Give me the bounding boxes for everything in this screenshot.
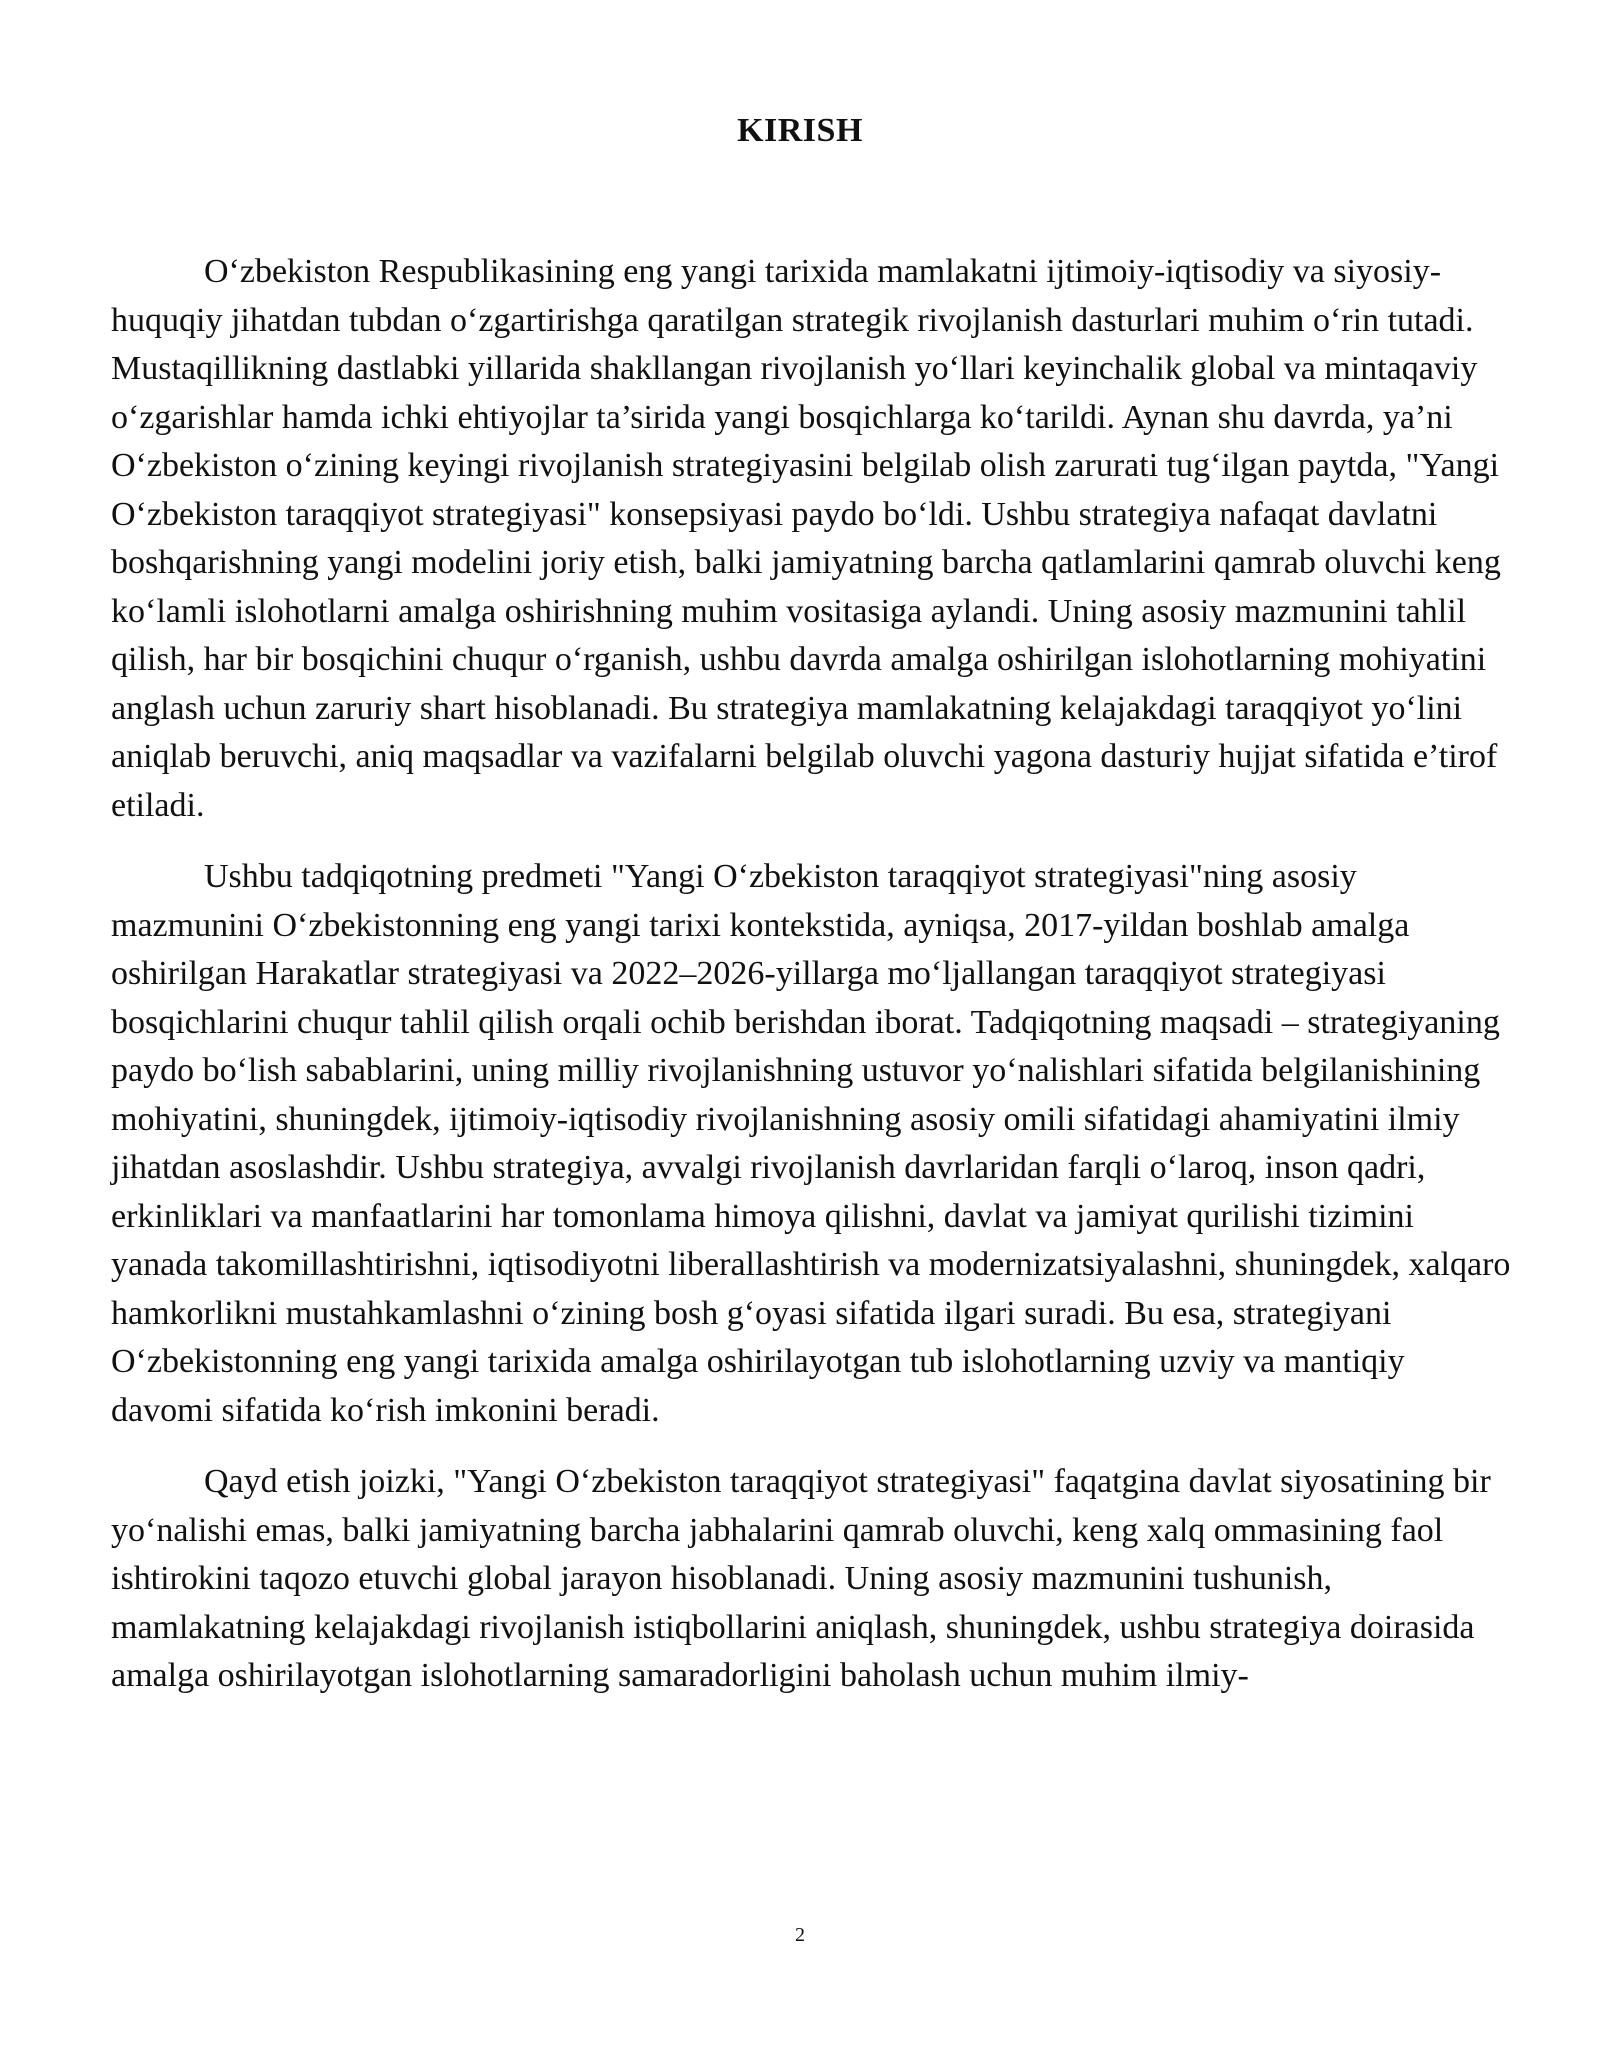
page-title: KIRISH — [737, 112, 863, 149]
paragraph-2: Ushbu tadqiqotning predmeti "Yangi O‘zbekiston taraqqiyot strategiyasi"ning asosiy mazmunini O‘zbekistonning eng yangi tarixi kontekstida, ayniqsa, 2017-yildan boshlab amalga oshirilgan Harakatlar strategiyasi va 2022–2026-yillarga mo‘ljallangan taraqqiyot strategiyasi bosqichlarini chuqur tahlil qilish orqali ochib berishdan iborat. Tadqiqotning maqsadi – strategiyaning paydo bo‘lish sabablarini, uning milliy rivojlanishning ustuvor yo‘nalishlari sifatida belgilanishining mohiyatini, shuningdek, ijtimoiy-iqtisodiy rivojlanishning asosiy omili sifatidagi ahamiyatini ilmiy jihatdan asoslashdir. Ushbu strategiya, avvalgi rivojlanish davrlaridan farqli o‘laroq, inson qadri, erkinliklari va manfaatlarini har tomonlama himoya qilishni, davlat va jamiyat qurilishi tizimini yanada takomillashtirishni, iqtisodiyotni liberallashtirish va modernizatsiyalashni, shuningdek, xalqaro hamkorlikni mustahkamlashni o‘zining bosh g‘oyasi sifatida ilgari suradi. Bu esa, strategiyani O‘zbekistonning eng yangi tarixida amalga oshirilayotgan tub islohotlarning uzviy va mantiqiy davomi sifatida ko‘rish imkonini beradi. — [111, 858, 1511, 1429]
paragraph-3: Qayd etish joizki, "Yangi O‘zbekiston taraqqiyot strategiyasi" faqatgina davlat siyosatining bir yo‘nalishi emas, balki jamiyatning barcha jabhalarini qamrab oluvchi, keng xalq ommasining faol ishtirokini taqozo etuvchi global jarayon hisoblanadi. Uning asosiy mazmunini tushunish, mamlakatning kelajakdagi rivojlanish istiqbollarini aniqlash, shuningdek, ushbu strategiya doirasida amalga oshirilayotgan islohotlarning samaradorligini baholash uchun muhim ilmiy- — [111, 1463, 1491, 1694]
body-text — [111, 248, 1511, 1724]
paragraph-1: O‘zbekiston Respublikasining eng yangi tarixida mamlakatni ijtimoiy-iqtisodiy va siyosiy-huquqiy jihatdan tubdan o‘zgartirishga qaratilgan strategik rivojlanish dasturlari muhim o‘rin tutadi. Mustaqillikning dastlabki yillarida shakllangan rivojlanish yo‘llari keyinchalik global va mintaqaviy o‘zgarishlar hamda ichki ehtiyojlar ta’sirida yangi bosqichlarga ko‘tarildi. Aynan shu davrda, ya’ni O‘zbekiston o‘zining keyingi rivojlanish strategiyasini belgilab olish zarurati tug‘ilgan paytda, "Yangi O‘zbekiston taraqqiyot strategiyasi" konsepsiyasi paydo bo‘ldi. Ushbu strategiya nafaqat davlatni boshqarishning yangi modelini joriy etish, balki jamiyatning barcha qatlamlarini qamrab oluvchi keng ko‘lamli islohotlarni amalga oshirishning muhim vositasiga aylandi. Uning asosiy mazmunini tahlil qilish, har bir bosqichini chuqur o‘rganish, ushbu davrda amalga oshirilgan islohotlarning mohiyatini anglash uchun zaruriy shart hisoblanadi. Bu strategiya mamlakatning kelajakdagi taraqqiyot yo‘lini aniqlab beruvchi, aniq maqsadlar va vazifalarni belgilab oluvchi yagona dasturiy hujjat sifatida e’tirof etiladi. — [111, 253, 1501, 824]
page-number: 2 — [795, 1924, 805, 1946]
